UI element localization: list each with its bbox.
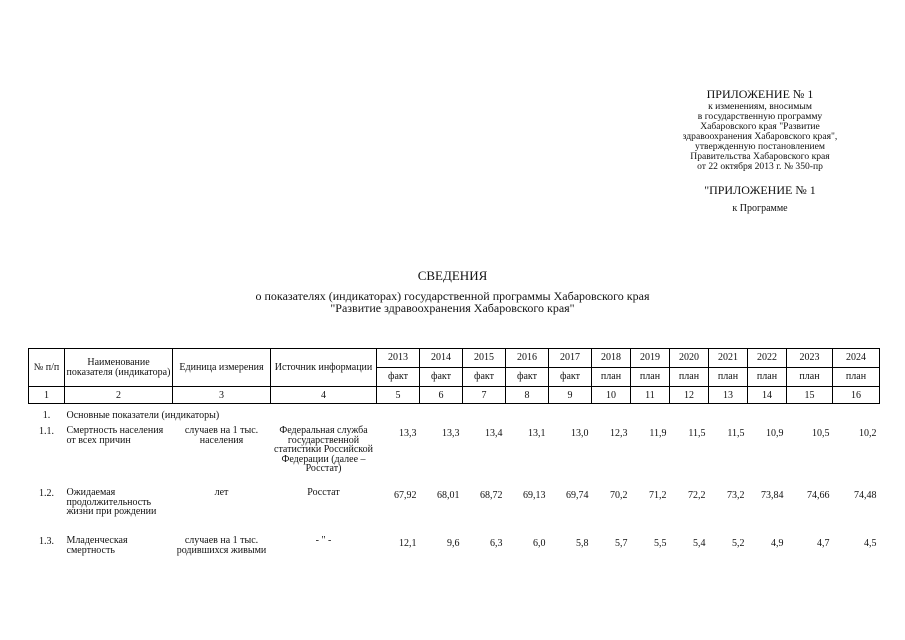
row-value: 13,3 [442, 428, 460, 439]
table-row [29, 533, 880, 585]
header-year: 2020 [670, 349, 709, 368]
row-value: 68,01 [437, 490, 460, 501]
row-value: 12,3 [610, 428, 628, 439]
row-num: 1.3. [39, 536, 54, 547]
appendix-title: ПРИЛОЖЕНИЕ № 1 [706, 87, 814, 101]
header-status: план [631, 368, 670, 387]
row-indicator-name: Ожидаемая продолжительность жизни при рождении [66, 487, 157, 517]
header-year: 2023 [787, 349, 833, 368]
row-source: - " - [315, 535, 332, 546]
header-status: факт [420, 368, 463, 387]
column-number: 4 [271, 387, 377, 404]
header-indicator-name: Наименование показателя (индикатора) [65, 349, 173, 387]
row-value: 70,2 [610, 490, 628, 501]
appendix-line: в государственную программу [697, 111, 823, 122]
table-row [29, 485, 880, 533]
section-num: 1. [42, 410, 51, 421]
appendix-line: здравоохранения Хабаровского края", [682, 131, 838, 142]
row-value: 73,84 [761, 490, 784, 501]
column-number: 9 [549, 387, 592, 404]
row-value: 74,66 [807, 490, 830, 501]
column-number: 10 [592, 387, 631, 404]
row-value: 10,9 [766, 428, 784, 439]
row-value: 4,7 [817, 538, 830, 549]
column-number-row [29, 387, 880, 404]
row-value: 12,1 [399, 538, 417, 549]
row-value: 13,1 [528, 428, 546, 439]
header-status: факт [377, 368, 420, 387]
indicators-table [28, 348, 880, 585]
row-value: 10,2 [859, 428, 877, 439]
program-appendix-subtitle: к Программе [732, 203, 788, 214]
document-subtitle-line-2: "Развитие здравоохранения Хабаровского края" [330, 301, 575, 315]
header-source: Источник информации [271, 349, 377, 387]
column-number: 15 [787, 387, 833, 404]
column-number: 7 [463, 387, 506, 404]
section-title: Основные показатели (индикаторы) [66, 410, 220, 421]
row-value: 13,4 [485, 428, 503, 439]
row-value: 5,7 [615, 538, 628, 549]
row-value: 73,2 [727, 490, 745, 501]
row-value: 67,92 [394, 490, 417, 501]
row-value: 11,5 [688, 428, 706, 439]
appendix-line: от 22 октября 2013 г. № 350-пр [697, 161, 823, 172]
header-year: 2017 [549, 349, 592, 368]
header-status: факт [463, 368, 506, 387]
header-year: 2019 [631, 349, 670, 368]
row-value: 9,6 [447, 538, 460, 549]
appendix-block [640, 88, 880, 172]
row-source: Росстат [307, 487, 340, 498]
row-source: Федеральная служба государственной статистики Российской Федерации (далее – Росстат) [274, 425, 373, 474]
row-value: 4,9 [771, 538, 784, 549]
row-value: 6,0 [533, 538, 546, 549]
header-year: 2021 [709, 349, 748, 368]
header-year: 2024 [833, 349, 880, 368]
header-status: план [748, 368, 787, 387]
row-value: 4,5 [864, 538, 877, 549]
column-number: 3 [173, 387, 271, 404]
header-year: 2014 [420, 349, 463, 368]
column-number: 1 [29, 387, 65, 404]
column-number: 13 [709, 387, 748, 404]
header-status: план [670, 368, 709, 387]
row-unit: случаев на 1 тыс. родившихся живыми [176, 535, 267, 556]
row-num: 1.1. [39, 426, 54, 437]
row-unit: лет [214, 487, 229, 498]
row-value: 13,0 [571, 428, 589, 439]
row-value: 69,74 [566, 490, 589, 501]
row-value: 5,2 [732, 538, 745, 549]
header-year: 2013 [377, 349, 420, 368]
header-unit: Единица измерения [173, 349, 271, 387]
row-value: 6,3 [490, 538, 503, 549]
header-status: факт [549, 368, 592, 387]
appendix-line: Правительства Хабаровского края [690, 151, 830, 162]
header-num: № п/п [29, 349, 65, 387]
row-value: 71,2 [649, 490, 667, 501]
header-year: 2015 [463, 349, 506, 368]
column-number: 5 [377, 387, 420, 404]
row-value: 5,8 [576, 538, 589, 549]
header-status: план [787, 368, 833, 387]
row-value: 5,5 [654, 538, 667, 549]
column-number: 11 [631, 387, 670, 404]
header-status: план [709, 368, 748, 387]
column-number: 6 [420, 387, 463, 404]
appendix-line: утвержденную постановлением [695, 141, 825, 152]
appendix-line: Хабаровского края "Развитие [700, 121, 820, 132]
row-value: 68,72 [480, 490, 503, 501]
header-status: план [833, 368, 880, 387]
row-indicator-name: Младенческая смертность [66, 535, 128, 556]
section-row [29, 404, 880, 424]
table-row [29, 423, 880, 485]
row-value: 13,3 [399, 428, 417, 439]
appendix-line: к изменениям, вносимым [708, 101, 812, 112]
program-appendix-block [640, 184, 880, 214]
header-year: 2016 [506, 349, 549, 368]
row-value: 72,2 [688, 490, 706, 501]
header-year: 2022 [748, 349, 787, 368]
row-value: 69,13 [523, 490, 546, 501]
column-number: 2 [65, 387, 173, 404]
row-indicator-name: Смертность населения от всех причин [66, 425, 164, 446]
row-value: 5,4 [693, 538, 706, 549]
program-appendix-title: "ПРИЛОЖЕНИЕ № 1 [704, 183, 816, 197]
header-status: план [592, 368, 631, 387]
column-number: 8 [506, 387, 549, 404]
header-year: 2018 [592, 349, 631, 368]
column-number: 12 [670, 387, 709, 404]
header-status: факт [506, 368, 549, 387]
row-value: 11,5 [727, 428, 745, 439]
column-number: 16 [833, 387, 880, 404]
document-subtitle-line-1: о показателях (индикаторах) государственной программы Хабаровского края [255, 289, 650, 303]
document-subtitle [0, 290, 905, 314]
row-value: 74,48 [854, 490, 877, 501]
row-num: 1.2. [39, 488, 54, 499]
row-value: 11,9 [649, 428, 667, 439]
row-unit: случаев на 1 тыс. населения [184, 425, 259, 446]
row-value: 10,5 [812, 428, 830, 439]
document-title: СВЕДЕНИЯ [417, 268, 488, 283]
column-number: 14 [748, 387, 787, 404]
